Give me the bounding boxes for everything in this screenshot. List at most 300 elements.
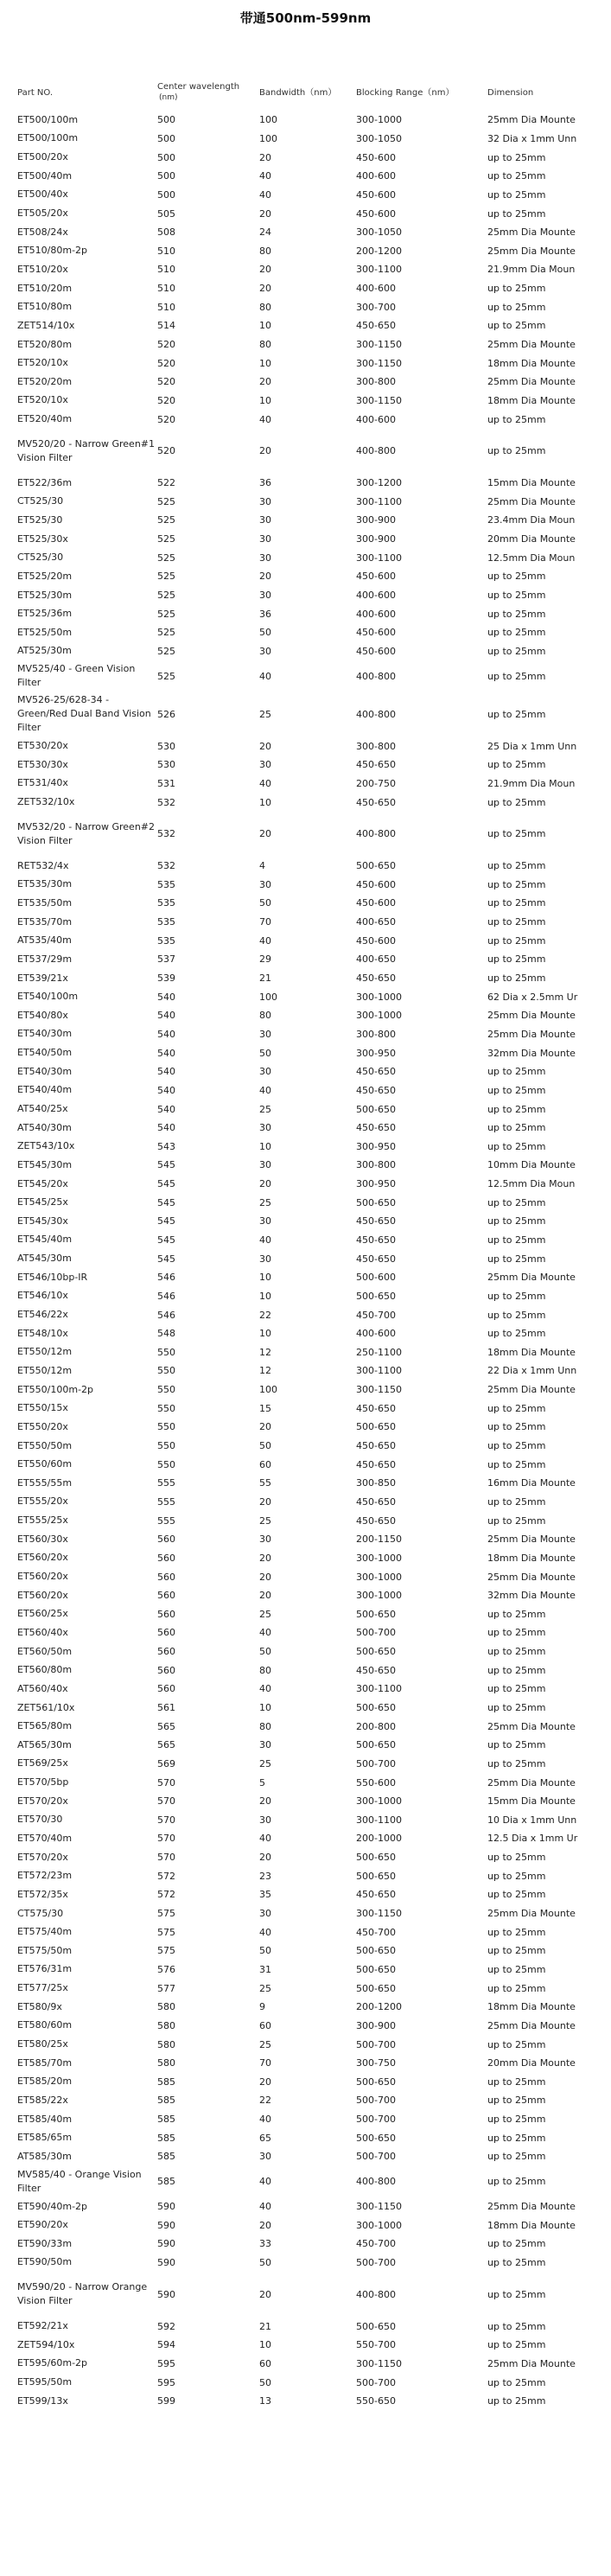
cell-bandwidth: 40 [259, 2176, 271, 2188]
cell-bandwidth: 12 [259, 1365, 271, 1377]
cell-bandwidth: 40 [259, 1627, 271, 1639]
header-dimension: Dimension [487, 87, 534, 98]
table-row [17, 1661, 598, 1680]
cell-center-wavelength: 537 [157, 953, 175, 966]
cell-center-wavelength: 525 [157, 514, 175, 526]
cell-dimension: up to 25mm [487, 1982, 546, 1994]
cell-blocking-range: 550-700 [356, 2339, 396, 2351]
cell-dimension: up to 25mm [487, 1889, 546, 1901]
table-row [17, 1062, 598, 1081]
cell-blocking-range: 500-650 [356, 1963, 396, 1975]
cell-center-wavelength: 522 [157, 477, 175, 489]
cell-part-no: ET550/50m [17, 1439, 73, 1451]
cell-blocking-range: 450-650 [356, 1514, 396, 1527]
cell-dimension: up to 25mm [487, 796, 546, 808]
cell-part-no: ET535/30m [17, 878, 73, 890]
header-blocking-range: Blocking Range（nm） [356, 87, 455, 98]
cell-bandwidth: 20 [259, 571, 271, 583]
table-row [17, 511, 598, 530]
cell-center-wavelength: 543 [157, 1140, 175, 1152]
cell-bandwidth: 10 [259, 1290, 271, 1302]
cell-dimension: up to 25mm [487, 1122, 546, 1134]
cell-part-no: CT525/30 [17, 552, 64, 564]
cell-bandwidth: 25 [259, 1608, 271, 1620]
cell-center-wavelength: 585 [157, 2151, 175, 2163]
cell-center-wavelength: 550 [157, 1402, 175, 1414]
cell-bandwidth: 80 [259, 301, 271, 313]
cell-center-wavelength: 540 [157, 1010, 175, 1022]
cell-part-no: ET580/60m [17, 2019, 73, 2031]
cell-part-no: ET531/40x [17, 777, 68, 789]
cell-part-no: ET520/40m [17, 413, 73, 425]
cell-center-wavelength: 535 [157, 934, 175, 947]
cell-part-no: ET546/22x [17, 1309, 68, 1321]
cell-center-wavelength: 545 [157, 1253, 175, 1265]
cell-dimension: 21.9mm Dia Moun [487, 777, 576, 789]
cell-blocking-range: 300-1200 [356, 477, 402, 489]
cell-blocking-range: 300-800 [356, 1159, 396, 1171]
cell-part-no: ET530/30x [17, 758, 68, 770]
cell-part-no: ET540/100m [17, 991, 79, 1003]
table-row [17, 2035, 598, 2054]
cell-dimension: 15mm Dia Mounte [487, 1795, 576, 1808]
cell-blocking-range: 300-1150 [356, 339, 402, 350]
table-row [17, 2336, 598, 2355]
table-row [17, 793, 598, 812]
cell-center-wavelength: 550 [157, 1365, 175, 1377]
cell-part-no: ET560/20x [17, 1552, 68, 1564]
cell-center-wavelength: 560 [157, 1646, 175, 1658]
cell-blocking-range: 500-700 [356, 1627, 396, 1639]
cell-blocking-range: 500-700 [356, 2256, 396, 2268]
cell-bandwidth: 30 [259, 878, 271, 890]
cell-blocking-range: 300-1150 [356, 394, 402, 406]
cell-bandwidth: 50 [259, 627, 271, 639]
cell-dimension: 25mm Dia Mounte [487, 1720, 576, 1732]
table-row [17, 1586, 598, 1605]
cell-bandwidth: 40 [259, 1683, 271, 1695]
cell-center-wavelength: 525 [157, 590, 175, 602]
cell-bandwidth: 20 [259, 264, 271, 276]
table-row [17, 1511, 598, 1530]
table-row [17, 2197, 598, 2216]
cell-center-wavelength: 575 [157, 1945, 175, 1957]
cell-bandwidth: 80 [259, 245, 271, 257]
table-row [17, 2355, 598, 2374]
cell-dimension: 25 Dia x 1mm Unn [487, 740, 577, 752]
table-row [17, 1156, 598, 1175]
cell-bandwidth: 30 [259, 1215, 271, 1227]
table-row [17, 857, 598, 876]
cell-part-no: MV585/40 - Orange Vision Filter [17, 2168, 142, 2194]
cell-dimension: 25mm Dia Mounte [487, 339, 576, 350]
cell-center-wavelength: 590 [157, 2201, 175, 2213]
cell-bandwidth: 65 [259, 2132, 271, 2144]
cell-blocking-range: 500-700 [356, 2376, 396, 2388]
table-row [17, 2235, 598, 2254]
cell-center-wavelength: 514 [157, 320, 175, 332]
cell-dimension: up to 25mm [487, 2288, 546, 2300]
cell-dimension: up to 25mm [487, 972, 546, 985]
cell-center-wavelength: 525 [157, 627, 175, 639]
cell-part-no: ET577/25x [17, 1982, 68, 1994]
cell-blocking-range: 450-700 [356, 2238, 396, 2250]
cell-bandwidth: 4 [259, 860, 265, 872]
table-row [17, 1604, 598, 1623]
table-row [17, 429, 598, 474]
cell-part-no: ET520/20m [17, 375, 73, 387]
cell-blocking-range: 400-800 [356, 828, 396, 840]
cell-center-wavelength: 595 [157, 2357, 175, 2369]
cell-bandwidth: 12 [259, 1346, 271, 1358]
page-title: 带通500nm-599nm [239, 10, 372, 26]
cell-dimension: up to 25mm [487, 878, 546, 890]
cell-bandwidth: 40 [259, 1833, 271, 1845]
cell-center-wavelength: 540 [157, 1122, 175, 1134]
cell-dimension: up to 25mm [487, 2376, 546, 2388]
cell-dimension: up to 25mm [487, 828, 546, 840]
cell-part-no: ET500/100m [17, 113, 79, 125]
cell-blocking-range: 300-950 [356, 1047, 396, 1059]
table-row [17, 969, 598, 988]
cell-part-no: ET570/20x [17, 1795, 68, 1807]
cell-blocking-range: 400-600 [356, 1328, 396, 1340]
cell-dimension: 16mm Dia Mounte [487, 1477, 576, 1489]
cell-center-wavelength: 525 [157, 533, 175, 545]
cell-bandwidth: 100 [259, 991, 277, 1003]
cell-part-no: ET585/70m [17, 2056, 73, 2069]
cell-dimension: up to 25mm [487, 1664, 546, 1676]
cell-dimension: up to 25mm [487, 1852, 546, 1864]
table-row [17, 1175, 598, 1194]
table-row [17, 1998, 598, 2017]
cell-bandwidth: 30 [259, 1533, 271, 1546]
cell-dimension: up to 25mm [487, 1514, 546, 1527]
cell-bandwidth: 30 [259, 1814, 271, 1826]
cell-blocking-range: 250-1100 [356, 1346, 402, 1358]
table-row [17, 2373, 598, 2392]
cell-part-no: ET565/80m [17, 1720, 73, 1732]
cell-center-wavelength: 500 [157, 188, 175, 201]
cell-center-wavelength: 545 [157, 1196, 175, 1208]
cell-blocking-range: 200-1200 [356, 2001, 402, 2013]
cell-center-wavelength: 530 [157, 759, 175, 771]
cell-center-wavelength: 577 [157, 1982, 175, 1994]
cell-part-no: ET595/50m [17, 2376, 73, 2388]
cell-center-wavelength: 560 [157, 1627, 175, 1639]
table-row [17, 2073, 598, 2092]
cell-bandwidth: 13 [259, 2395, 271, 2407]
cell-part-no: ET525/30m [17, 589, 73, 601]
cell-blocking-range: 300-1150 [356, 1384, 402, 1396]
cell-center-wavelength: 540 [157, 991, 175, 1003]
cell-bandwidth: 33 [259, 2238, 271, 2250]
cell-part-no: ET535/70m [17, 915, 73, 928]
cell-bandwidth: 100 [259, 132, 277, 144]
cell-part-no: ET520/80m [17, 338, 73, 350]
cell-center-wavelength: 550 [157, 1458, 175, 1470]
cell-center-wavelength: 550 [157, 1346, 175, 1358]
cell-center-wavelength: 545 [157, 1178, 175, 1190]
cell-part-no: ZET561/10x [17, 1701, 75, 1713]
cell-part-no: ET522/36m [17, 476, 73, 488]
cell-part-no: ET569/25x [17, 1757, 68, 1769]
cell-part-no: ET510/80m-2p [17, 245, 88, 257]
cell-bandwidth: 30 [259, 1122, 271, 1134]
cell-dimension: up to 25mm [487, 2176, 546, 2188]
cell-bandwidth: 50 [259, 897, 271, 909]
cell-center-wavelength: 585 [157, 2132, 175, 2144]
table-row [17, 567, 598, 586]
table-row [17, 1493, 598, 1512]
cell-center-wavelength: 525 [157, 495, 175, 507]
cell-bandwidth: 20 [259, 1590, 271, 1602]
table-row [17, 913, 598, 932]
cell-part-no: ET555/20x [17, 1495, 68, 1508]
cell-center-wavelength: 540 [157, 1047, 175, 1059]
table-row [17, 1100, 598, 1119]
cell-blocking-range: 450-650 [356, 1495, 396, 1508]
cell-dimension: up to 25mm [487, 2320, 546, 2332]
cell-part-no: ET525/30 [17, 513, 63, 526]
cell-dimension: up to 25mm [487, 590, 546, 602]
cell-center-wavelength: 590 [157, 2256, 175, 2268]
table-row [17, 1979, 598, 1998]
table-row [17, 894, 598, 913]
cell-bandwidth: 25 [259, 1103, 271, 1115]
cell-blocking-range: 500-700 [356, 2095, 396, 2107]
cell-blocking-range: 400-800 [356, 2288, 396, 2300]
cell-blocking-range: 450-650 [356, 1066, 396, 1078]
table-row [17, 1455, 598, 1474]
cell-center-wavelength: 526 [157, 708, 175, 720]
cell-center-wavelength: 535 [157, 878, 175, 890]
cell-center-wavelength: 555 [157, 1514, 175, 1527]
table-row [17, 204, 598, 223]
cell-blocking-range: 450-650 [356, 320, 396, 332]
cell-center-wavelength: 570 [157, 1833, 175, 1845]
cell-blocking-range: 450-650 [356, 1215, 396, 1227]
cell-bandwidth: 30 [259, 645, 271, 657]
cell-bandwidth: 40 [259, 1234, 271, 1246]
cell-bandwidth: 5 [259, 1776, 265, 1789]
cell-blocking-range: 500-700 [356, 2151, 396, 2163]
cell-blocking-range: 450-600 [356, 627, 396, 639]
cell-blocking-range: 300-1050 [356, 132, 402, 144]
cell-dimension: up to 25mm [487, 1402, 546, 1414]
cell-center-wavelength: 555 [157, 1477, 175, 1489]
table-row [17, 1885, 598, 1904]
cell-part-no: ET525/36m [17, 608, 73, 620]
cell-dimension: 25mm Dia Mounte [487, 1908, 576, 1920]
cell-dimension: up to 25mm [487, 1963, 546, 1975]
cell-center-wavelength: 535 [157, 916, 175, 928]
cell-bandwidth: 9 [259, 2001, 265, 2013]
cell-dimension: 32 Dia x 1mm Unn [487, 132, 577, 144]
cell-bandwidth: 50 [259, 1945, 271, 1957]
cell-dimension: up to 25mm [487, 320, 546, 332]
cell-dimension: up to 25mm [487, 759, 546, 771]
cell-bandwidth: 50 [259, 1440, 271, 1452]
table-row [17, 1717, 598, 1736]
cell-bandwidth: 20 [259, 2075, 271, 2088]
cell-blocking-range: 500-650 [356, 860, 396, 872]
cell-dimension: 25mm Dia Mounte [487, 1776, 576, 1789]
cell-part-no: AT560/40x [17, 1682, 68, 1694]
table-row [17, 1025, 598, 1044]
cell-bandwidth: 24 [259, 226, 271, 239]
cell-part-no: ET580/9x [17, 2000, 62, 2012]
table-row [17, 2128, 598, 2147]
cell-center-wavelength: 580 [157, 2001, 175, 2013]
cell-dimension: up to 25mm [487, 151, 546, 163]
cell-blocking-range: 300-700 [356, 301, 396, 313]
cell-part-no: ET500/20x [17, 151, 68, 163]
cell-dimension: 20mm Dia Mounte [487, 533, 576, 545]
cell-center-wavelength: 560 [157, 1664, 175, 1676]
cell-center-wavelength: 590 [157, 2219, 175, 2231]
cell-part-no: ET510/20x [17, 263, 68, 275]
cell-blocking-range: 500-650 [356, 2320, 396, 2332]
cell-bandwidth: 21 [259, 2320, 271, 2332]
cell-part-no: CT525/30 [17, 495, 64, 507]
cell-center-wavelength: 570 [157, 1852, 175, 1864]
cell-bandwidth: 40 [259, 1084, 271, 1096]
cell-blocking-range: 200-750 [356, 777, 396, 789]
cell-blocking-range: 450-600 [356, 207, 396, 220]
cell-center-wavelength: 500 [157, 114, 175, 126]
header-center-wavelength [157, 74, 259, 111]
cell-center-wavelength: 510 [157, 245, 175, 257]
cell-part-no: AT585/30m [17, 2150, 72, 2162]
cell-dimension: 25mm Dia Mounte [487, 2019, 576, 2031]
cell-blocking-range: 450-600 [356, 878, 396, 890]
cell-center-wavelength: 545 [157, 1159, 175, 1171]
cell-part-no: RET532/4x [17, 859, 69, 871]
cell-center-wavelength: 510 [157, 301, 175, 313]
cell-bandwidth: 80 [259, 339, 271, 350]
cell-part-no: ET550/12m [17, 1364, 73, 1376]
table-row [17, 2272, 598, 2317]
cell-part-no: ET590/40m-2p [17, 2200, 88, 2212]
cell-part-no: ET599/13x [17, 2394, 68, 2407]
cell-dimension: up to 25mm [487, 1066, 546, 1078]
cell-part-no: ET545/30x [17, 1215, 68, 1227]
table-row [17, 987, 598, 1006]
table-row [17, 260, 598, 279]
cell-dimension: up to 25mm [487, 283, 546, 295]
cell-dimension: up to 25mm [487, 670, 546, 682]
table-row [17, 1043, 598, 1062]
cell-bandwidth: 30 [259, 1028, 271, 1040]
cell-center-wavelength: 569 [157, 1757, 175, 1769]
cell-part-no: ET592/21x [17, 2320, 68, 2332]
cell-blocking-range: 500-600 [356, 1272, 396, 1284]
cell-bandwidth: 25 [259, 1514, 271, 1527]
cell-dimension: up to 25mm [487, 413, 546, 425]
cell-dimension: up to 25mm [487, 2256, 546, 2268]
cell-part-no: AT525/30m [17, 645, 72, 657]
table-row [17, 1549, 598, 1568]
cell-part-no: ET500/40m [17, 169, 73, 182]
cell-part-no: ET500/100m [17, 132, 79, 144]
cell-bandwidth: 40 [259, 188, 271, 201]
cell-part-no: ET539/21x [17, 972, 68, 984]
cell-dimension: up to 25mm [487, 953, 546, 966]
cell-blocking-range: 300-1100 [356, 1683, 402, 1695]
cell-blocking-range: 300-900 [356, 533, 396, 545]
table-row [17, 1193, 598, 1212]
cell-dimension: up to 25mm [487, 934, 546, 947]
cell-center-wavelength: 530 [157, 740, 175, 752]
cell-center-wavelength: 560 [157, 1683, 175, 1695]
cell-blocking-range: 400-600 [356, 283, 396, 295]
cell-center-wavelength: 560 [157, 1608, 175, 1620]
cell-dimension: 25mm Dia Mounte [487, 114, 576, 126]
cell-dimension: 18mm Dia Mounte [487, 2001, 576, 2013]
cell-blocking-range: 500-650 [356, 1646, 396, 1658]
cell-bandwidth: 20 [259, 2219, 271, 2231]
cell-center-wavelength: 525 [157, 608, 175, 620]
cell-part-no: ET570/40m [17, 1832, 73, 1844]
cell-dimension: 21.9mm Dia Moun [487, 264, 576, 276]
cell-blocking-range: 300-1150 [356, 2357, 402, 2369]
table-row [17, 1530, 598, 1549]
table-row [17, 354, 598, 373]
cell-bandwidth: 10 [259, 796, 271, 808]
table-row [17, 1474, 598, 1493]
cell-dimension: 25mm Dia Mounte [487, 1533, 576, 1546]
cell-bandwidth: 10 [259, 1328, 271, 1340]
table-row [17, 692, 598, 736]
cell-blocking-range: 500-650 [356, 2075, 396, 2088]
cell-dimension: up to 25mm [487, 207, 546, 220]
cell-dimension: up to 25mm [487, 1458, 546, 1470]
cell-bandwidth: 40 [259, 670, 271, 682]
table-row [17, 279, 598, 298]
cell-blocking-range: 200-1200 [356, 245, 402, 257]
cell-blocking-range: 450-650 [356, 1084, 396, 1096]
table-row [17, 474, 598, 493]
table-row [17, 1137, 598, 1156]
cell-dimension: up to 25mm [487, 1440, 546, 1452]
cell-part-no: ET550/100m-2p [17, 1383, 94, 1395]
cell-bandwidth: 20 [259, 1495, 271, 1508]
table-row [17, 931, 598, 950]
cell-dimension: up to 25mm [487, 1739, 546, 1751]
table-row [17, 660, 598, 692]
cell-dimension: 12.5mm Dia Moun [487, 1178, 576, 1190]
cell-blocking-range: 400-800 [356, 2176, 396, 2188]
table-row [17, 586, 598, 605]
cell-bandwidth: 10 [259, 357, 271, 369]
cell-center-wavelength: 548 [157, 1328, 175, 1340]
table-row [17, 1081, 598, 1100]
cell-part-no: ET546/10bp-IR [17, 1271, 88, 1283]
cell-center-wavelength: 560 [157, 1590, 175, 1602]
table-row [17, 1418, 598, 1437]
table-row [17, 812, 598, 857]
cell-dimension: up to 25mm [487, 571, 546, 583]
cell-blocking-range: 500-650 [356, 1608, 396, 1620]
table-row [17, 1680, 598, 1699]
cell-blocking-range: 200-1000 [356, 1833, 402, 1845]
table-row [17, 392, 598, 411]
table-row [17, 2017, 598, 2036]
cell-blocking-range: 500-650 [356, 1739, 396, 1751]
cell-bandwidth: 30 [259, 495, 271, 507]
cell-dimension: up to 25mm [487, 1253, 546, 1265]
